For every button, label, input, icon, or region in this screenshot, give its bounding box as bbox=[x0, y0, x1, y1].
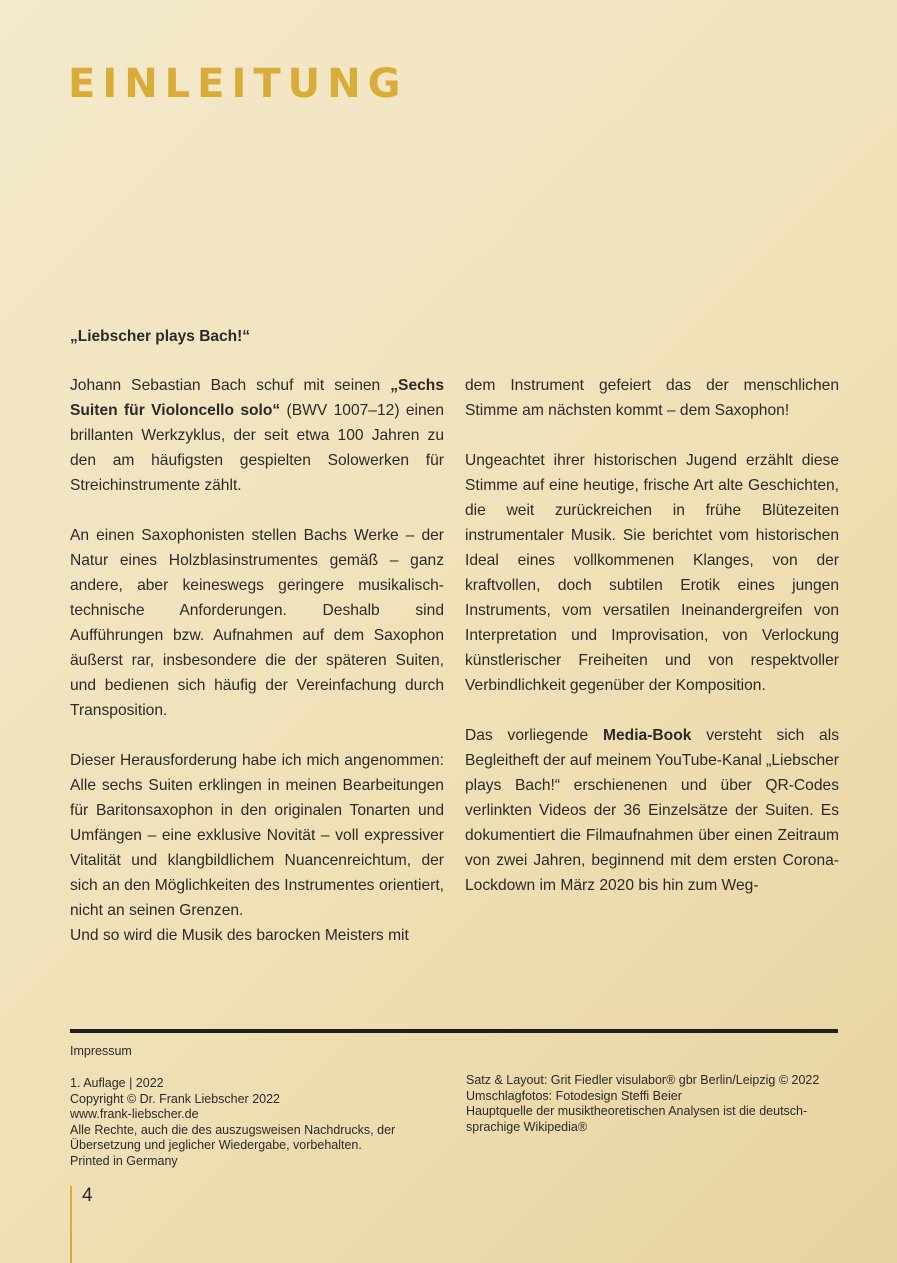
page-marker-bar bbox=[70, 1186, 72, 1263]
impressum-line: 1. Auflage | 2022 bbox=[70, 1076, 164, 1090]
paragraph: Und so wird die Musik des barocken Meisters mit bbox=[70, 927, 409, 944]
impressum-line: Copyright © Dr. Frank Liebscher 2022 bbox=[70, 1091, 281, 1106]
impressum-line: Hauptquelle der musiktheoretischen Analysen ist die deutsch- bbox=[466, 1104, 808, 1118]
page-title: EINLEITUNG bbox=[68, 61, 408, 107]
impressum-line: sprachige Wikipedia® bbox=[466, 1119, 588, 1134]
paragraph: dem Instrument gefeiert das der menschlichen Stimme am nächsten kommt – dem Saxophon! bbox=[465, 377, 839, 419]
paragraph: An einen Saxophonisten stellen Bachs Werke – der Natur eines Holzblasinstrumentes gemäß – ganz andere, aber keineswegs geringere musikalisch-technische Anforderungen. Deshalb sind Aufführungen bzw. Aufnahmen auf dem Saxophon äußerst rar, insbesondere die der späteren Suiten, und bedienen sich häufig der Vereinfachung durch Transposition. bbox=[70, 527, 444, 719]
paragraph: Ungeachtet ihrer historischen Jugend erzählt diese Stimme auf eine heutige, frische Art alte Geschichten, die weit zurückreichen in frühe Blütezeiten instrumentaler Musik. Sie berichtet vom historischen Ideal eines vollkommenen Klanges, von der kraftvollen, doch subtilen Erotik eines jungen Instruments, vom versatilen Ineinandergreifen von Interpretation und Improvisation, von Verlockung künstlerischer Freiheiten und von respektvoller Verbindlichkeit gegenüber der Komposition. bbox=[465, 452, 839, 694]
impressum-line: Übersetzung und jeglicher Wiedergabe, vorbehalten. bbox=[70, 1138, 362, 1152]
impressum-line: www.frank-liebscher.de bbox=[70, 1107, 199, 1121]
paragraph-text: versteht sich als Begleitheft der auf meinem YouTube-Kanal „Liebscher plays Bach!“ erschienenen und über QR-Codes verlinkten Videos der 36 Einzelsätze der Suiten. Es dokumentiert die Filmaufnahmen über einen Zeitraum von zwei Jahren, beginnend mit dem ersten Corona-Lockdown im März 2020 bis hin zum Weg- bbox=[465, 727, 839, 894]
paragraph bbox=[70, 373, 444, 498]
bold-media-book: Media-Book bbox=[603, 727, 692, 744]
text-column-right bbox=[465, 373, 839, 923]
impressum-line: Satz & Layout: Grit Fiedler visulabor® gbr Berlin/Leipzig © 2022 bbox=[466, 1073, 820, 1087]
text-column-left bbox=[70, 373, 444, 973]
section-subheading: „Liebscher plays Bach!“ bbox=[70, 328, 251, 345]
paragraph-text: Das vorliegende bbox=[465, 727, 604, 744]
paragraph-text: Johann Sebastian Bach schuf mit seinen bbox=[70, 377, 391, 394]
paragraph bbox=[465, 723, 839, 898]
impressum-line: Printed in Germany bbox=[70, 1153, 178, 1168]
page-number: 4 bbox=[82, 1185, 93, 1206]
impressum-line: Umschlagfotos: Fotodesign Steffi Beier bbox=[466, 1088, 682, 1103]
impressum-label: Impressum bbox=[70, 1044, 132, 1058]
impressum-line: Alle Rechte, auch die des auszugsweisen Nachdrucks, der bbox=[70, 1122, 396, 1137]
divider-rule bbox=[70, 1029, 838, 1033]
bold-work-title: „Sechs Suiten für Violoncello solo“ bbox=[70, 377, 444, 419]
paragraph-text: (BWV 1007–12) einen brillanten Werkzyklus, der seit etwa 100 Jahren zu den am häufigsten gespielten Solowerken für Streichinstrumente zählt. bbox=[70, 402, 445, 494]
paragraph: Dieser Herausforderung habe ich mich angenommen: Alle sechs Suiten erklingen in meinen Bearbeitungen für Baritonsaxophon in den originalen Tonarten und Umfängen – eine exklusive Novität – voll expressiver Vitalität und klangbildlichem Nuancenreichtum, der sich an den Möglichkeiten des Instrumentes orientiert, nicht an seinen Grenzen. bbox=[70, 752, 444, 919]
impressum-right bbox=[466, 1073, 846, 1135]
impressum-left bbox=[70, 1076, 450, 1169]
